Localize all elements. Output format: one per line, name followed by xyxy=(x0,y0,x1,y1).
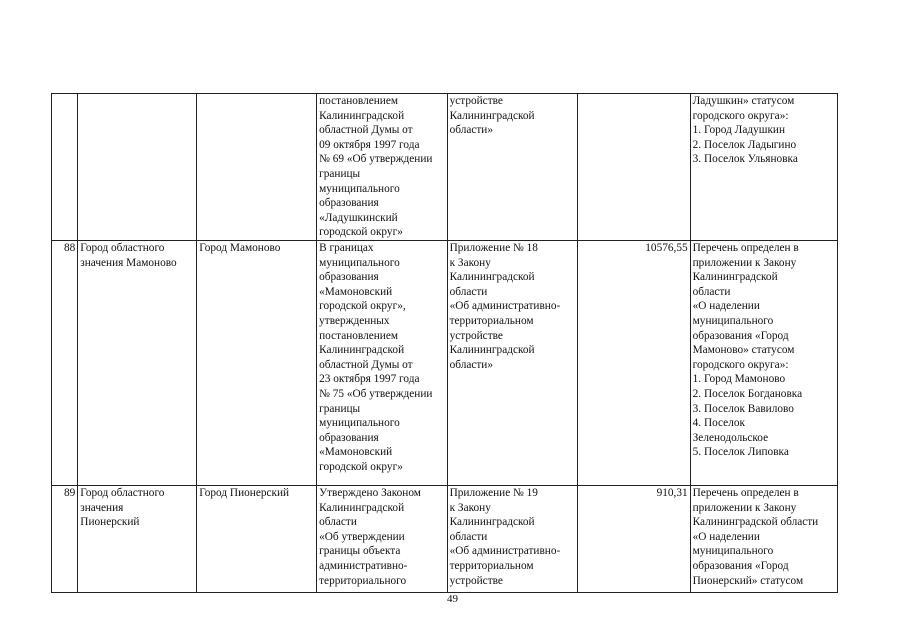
cell-text-line: области xyxy=(692,285,731,298)
page-number: 49 xyxy=(447,593,458,605)
cell-text-line: приложении к Закону xyxy=(692,501,797,514)
cell-text-line: территориального xyxy=(319,574,407,587)
cell-text-line: области» xyxy=(449,358,494,371)
row-number-cell: 88 xyxy=(52,241,78,486)
cell-text-line: образования xyxy=(319,431,379,444)
municipality-name-cell xyxy=(78,486,197,593)
cell-text-line: Калининградской xyxy=(692,271,778,284)
cell-text-line: Калининградской xyxy=(319,501,405,514)
cell-text-line: границы xyxy=(319,402,361,415)
cell-text-line: Приложение № 18 xyxy=(449,242,538,254)
cell-text-line: «Об административно- xyxy=(449,545,561,558)
cell-text-line: устройстве xyxy=(449,574,503,587)
cell-text-line: Калининградской xyxy=(449,344,535,357)
cell-text-line: 5. Поселок Липовка xyxy=(692,446,789,459)
cell-text-line: границы объекта xyxy=(319,545,401,558)
status-basis-cell xyxy=(447,241,577,486)
cell-text-line: Зеленодольское xyxy=(692,431,769,444)
cell-text-line: значения xyxy=(80,501,124,514)
municipality-name-cell xyxy=(78,241,197,486)
cell-text-line: городской округ» xyxy=(319,460,403,473)
cell-text-line: Перечень определен в xyxy=(692,242,799,254)
settlements-list-cell xyxy=(690,241,837,486)
cell-text-line: № 69 «Об утверждении xyxy=(319,153,433,166)
cell-text-line: административно- xyxy=(319,559,408,572)
cell-text-line: 3. Поселок Вавилово xyxy=(692,402,794,415)
cell-text-line: постановлением xyxy=(319,329,398,342)
cell-text-line: Пионерский xyxy=(80,516,140,529)
settlements-list-cell xyxy=(690,486,837,593)
administrative-center-cell xyxy=(197,241,317,486)
cell-text-line: 4. Поселок xyxy=(692,417,745,430)
cell-text-line: муниципального xyxy=(692,545,774,558)
cell-text-line: образования xyxy=(319,197,379,210)
cell-text-line: устройстве xyxy=(449,95,503,107)
cell-text-line: Город областного xyxy=(80,242,165,254)
administrative-center-cell xyxy=(197,486,317,593)
table-row xyxy=(52,486,838,593)
cell-text-line: Утверждено Законом xyxy=(319,487,421,499)
cell-text-line: образования «Город xyxy=(692,329,789,342)
cell-text-line: «Об утверждении xyxy=(319,530,405,543)
area-cell: 10576,55 xyxy=(578,241,691,486)
cell-text-line: «Мамоновский xyxy=(319,285,393,298)
cell-text-line: муниципального xyxy=(319,256,400,269)
cell-text-line: значения Мамоново xyxy=(80,256,177,269)
cell-text-line: 23 октября 1997 года xyxy=(319,373,420,386)
cell-text-line: утвержденных xyxy=(319,314,390,327)
cell-text-line: «Об административно- xyxy=(449,300,561,313)
cell-text-line: № 75 «Об утверждении xyxy=(319,387,433,400)
table-row xyxy=(52,241,838,486)
cell-text-line: Пионерский» статусом xyxy=(692,574,804,587)
cell-text-line: Мамоново» статусом xyxy=(692,344,795,357)
cell-text-line: Калининградской области xyxy=(692,516,819,529)
cell-text-line: Перечень определен в xyxy=(692,487,799,499)
cell-text-line: городской округ», xyxy=(319,300,406,313)
administrative-center-cell xyxy=(197,94,317,241)
cell-text-line: границы xyxy=(319,167,361,180)
cell-text-line: 1. Город Ладушкин xyxy=(692,124,786,137)
cell-text-line: Калининградской xyxy=(319,109,405,122)
cell-text-line: приложении к Закону xyxy=(692,256,797,269)
cell-text-line: Калининградской xyxy=(319,344,405,357)
settlements-table xyxy=(51,93,838,593)
cell-text-line: В границах xyxy=(319,242,374,254)
cell-text-line: области xyxy=(449,285,488,298)
cell-text-line: территориальном xyxy=(449,559,534,572)
cell-text-line: областной Думы от xyxy=(319,358,413,371)
status-basis-cell xyxy=(447,94,577,241)
cell-text-line: городского округа»: xyxy=(692,109,789,122)
cell-text-line: муниципального xyxy=(319,182,400,195)
municipality-name-cell xyxy=(78,94,197,241)
table-row xyxy=(52,94,838,241)
cell-text-line: постановлением xyxy=(319,95,398,107)
cell-text-line: Ладушкин» статусом xyxy=(692,95,795,107)
cell-text-line: Калининградской xyxy=(449,109,535,122)
boundary-description-cell xyxy=(317,94,447,241)
cell-text-line: Город Мамоново xyxy=(199,242,281,254)
row-number-cell xyxy=(52,94,78,241)
cell-text-line: муниципального xyxy=(319,417,400,430)
cell-text-line: городской округ» xyxy=(319,226,403,239)
cell-text-line: «Мамоновский xyxy=(319,446,393,459)
boundary-description-cell xyxy=(317,486,447,593)
cell-text-line: территориальном xyxy=(449,314,534,327)
cell-text-line: 2. Поселок Богдановка xyxy=(692,387,803,400)
row-number-cell: 89 xyxy=(52,486,78,593)
boundary-description-cell xyxy=(317,241,447,486)
cell-text-line: 09 октября 1997 года xyxy=(319,138,420,151)
cell-text-line: к Закону xyxy=(449,256,491,269)
settlements-list-cell xyxy=(690,94,837,241)
cell-text-line: «Ладушкинский xyxy=(319,211,398,224)
cell-text-line: городского округа»: xyxy=(692,358,789,371)
cell-text-line: «О наделении xyxy=(692,300,760,313)
cell-text-line: Город областного xyxy=(80,487,165,499)
cell-text-line: области xyxy=(449,530,488,543)
cell-text-line: Калининградской xyxy=(449,271,535,284)
cell-text-line: 1. Город Мамоново xyxy=(692,373,786,386)
cell-text-line: образования xyxy=(319,271,379,284)
cell-text-line: к Закону xyxy=(449,501,491,514)
cell-text-line: 3. Поселок Ульяновка xyxy=(692,153,798,166)
cell-text-line: устройстве xyxy=(449,329,503,342)
cell-text-line: области xyxy=(319,516,357,529)
cell-text-line: Приложение № 19 xyxy=(449,487,538,499)
cell-text-line: «О наделении xyxy=(692,530,760,543)
area-cell xyxy=(578,94,691,241)
cell-text-line: 2. Поселок Ладыгино xyxy=(692,138,797,151)
cell-text-line: образования «Город xyxy=(692,559,789,572)
cell-text-line: Город Пионерский xyxy=(199,487,290,499)
cell-text-line: области» xyxy=(449,124,494,137)
cell-text-line: муниципального xyxy=(692,314,774,327)
area-cell: 910,31 xyxy=(578,486,691,593)
cell-text-line: областной Думы от xyxy=(319,124,413,137)
cell-text-line: Калининградской xyxy=(449,516,535,529)
status-basis-cell xyxy=(447,486,577,593)
